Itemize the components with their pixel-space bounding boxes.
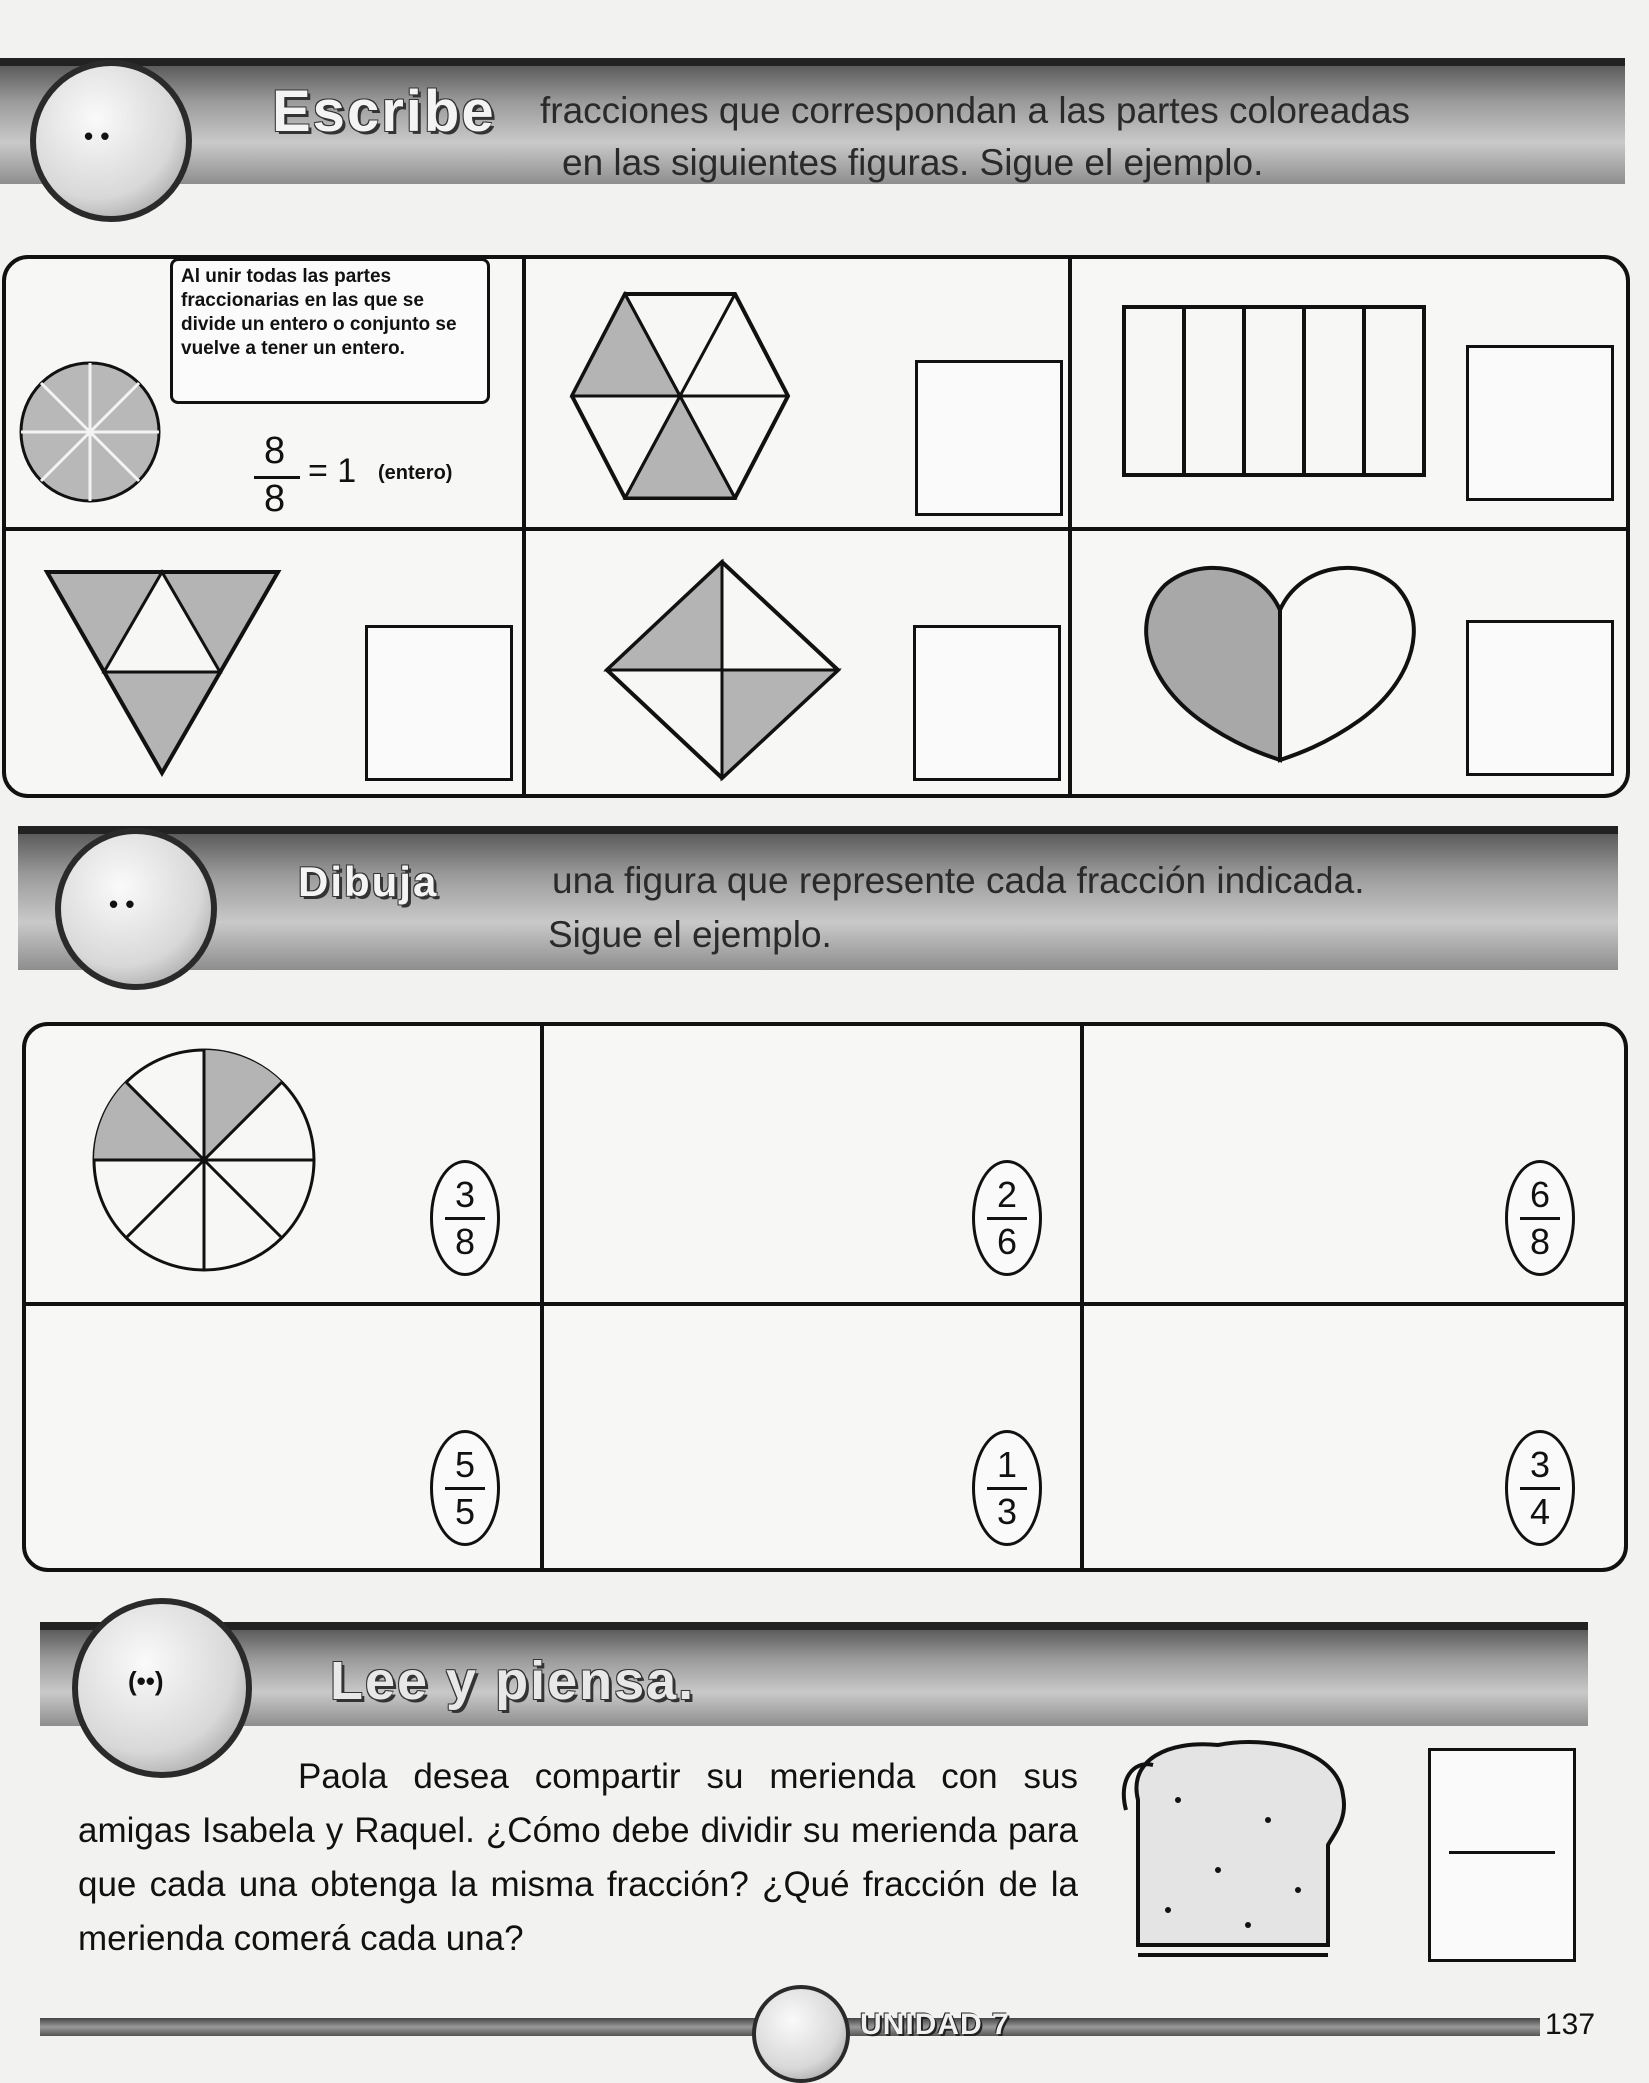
fraction-oval-1: 3 8 bbox=[430, 1160, 500, 1276]
answer-box-strips[interactable] bbox=[1466, 345, 1614, 501]
read-paragraph: Paola desea compartir su merienda con sus amigas Isabela y Raquel. ¿Cómo debe dividir su merienda para que cada una obtenga la misma fracción? ¿Qué fracción de la merienda comerá cada una? bbox=[78, 1757, 1078, 1958]
drawing-area-2[interactable] bbox=[545, 1030, 965, 1292]
fraction-oval-4: 5 5 bbox=[430, 1430, 500, 1546]
example-numerator: 8 bbox=[264, 430, 286, 472]
bread-slice-icon bbox=[1108, 1740, 1358, 1965]
example-fraction-circle bbox=[90, 1046, 318, 1274]
drawing-area-5[interactable] bbox=[545, 1305, 965, 1575]
heart-shape bbox=[1140, 560, 1420, 765]
drawing-area-3[interactable] bbox=[1085, 1030, 1495, 1292]
section1-instruction-line2: en las siguientes figuras. Sigue el ejemplo. bbox=[562, 142, 1264, 183]
mascot-icon: • • bbox=[30, 60, 192, 222]
fraction-oval-5: 1 3 bbox=[972, 1430, 1042, 1546]
example-equals: = 1 bbox=[308, 452, 357, 490]
footer-mascot-icon bbox=[752, 1985, 850, 2083]
hexagon-shape bbox=[570, 292, 790, 500]
example-denominator: 8 bbox=[264, 478, 286, 520]
section2-title: Dibuja bbox=[298, 858, 439, 905]
example-fraction bbox=[250, 430, 490, 520]
note-box: Al unir todas las partes fraccionarias en las que se divide un entero o conjunto se vuelve a tener un entero. bbox=[170, 258, 490, 404]
triangle-shape bbox=[45, 570, 280, 775]
drawing-area-4[interactable] bbox=[30, 1305, 420, 1575]
fraction-oval-6: 3 4 bbox=[1505, 1430, 1575, 1546]
section3-banner bbox=[40, 1622, 1588, 1726]
page-number: 137 bbox=[1545, 2008, 1596, 2041]
answer-box-heart[interactable] bbox=[1466, 620, 1614, 776]
example-circle-shape bbox=[18, 360, 163, 505]
rectangle-strips-shape bbox=[1122, 305, 1427, 477]
answer-box-hexagon[interactable] bbox=[915, 360, 1063, 516]
example-suffix: (entero) bbox=[378, 462, 453, 484]
answer-box-bread[interactable] bbox=[1428, 1748, 1576, 1962]
section2-instruction-line2: Sigue el ejemplo. bbox=[548, 914, 832, 955]
fraction-oval-2: 2 6 bbox=[972, 1160, 1042, 1276]
section3-title: Lee y piensa. bbox=[330, 1651, 696, 1711]
diamond-shape bbox=[605, 560, 840, 780]
drawing-area-6[interactable] bbox=[1085, 1305, 1495, 1575]
answer-box-diamond[interactable] bbox=[913, 625, 1061, 781]
unit-label: UNIDAD 7 bbox=[860, 2008, 1010, 2041]
section1-instruction-line1: fracciones que correspondan a las partes coloreadas bbox=[540, 90, 1411, 131]
section1-title: Escribe bbox=[272, 79, 496, 144]
answer-box-triangle[interactable] bbox=[365, 625, 513, 781]
fraction-oval-3: 6 8 bbox=[1505, 1160, 1575, 1276]
section2-instruction-line1: una figura que represente cada fracción indicada. bbox=[552, 860, 1365, 901]
mascot-icon: (••) bbox=[72, 1598, 252, 1778]
mascot-icon: • • bbox=[55, 828, 217, 990]
